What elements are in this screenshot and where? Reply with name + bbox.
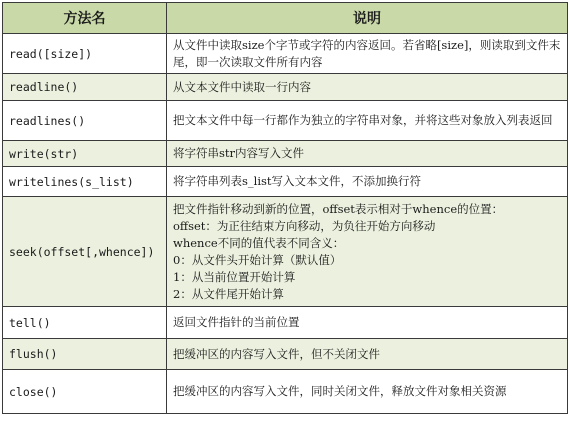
- method-name: tell(): [3, 307, 167, 339]
- method-description: 把文本文件中每一行都作为独立的字符串对象，并将这些对象放入列表返回: [167, 101, 568, 141]
- method-description: 从文件中读取size个字节或字符的内容返回。若省略[size]，则读取到文件末尾，即一次读取文件所有内容: [167, 34, 568, 74]
- table-row: [3, 307, 568, 339]
- method-description: 返回文件指针的当前位置: [167, 307, 568, 339]
- method-name: flush(): [3, 339, 167, 370]
- method-name: seek(offset[,whence]): [3, 197, 167, 307]
- method-description: 把文件指针移动到新的位置，offset表示相对于whence的位置： offset：为正往结束方向移动，为负往开始方向移动 whence不同的值代表不同含义： 0：从文件头开始计算（默认值） 1：从当前位置开始计算 2：从文件尾开始计算: [167, 197, 568, 307]
- method-description: 将字符串str内容写入文件: [167, 141, 568, 167]
- table-row: [3, 101, 568, 141]
- table-row: [3, 370, 568, 414]
- method-description: 从文本文件中读取一行内容: [167, 74, 568, 101]
- method-description: 将字符串列表s_list写入文本文件，不添加换行符: [167, 167, 568, 197]
- header-description: 说明: [167, 3, 568, 34]
- table-row: [3, 339, 568, 370]
- method-description: 把缓冲区的内容写入文件，但不关闭文件: [167, 339, 568, 370]
- table-row: [3, 74, 568, 101]
- method-name: read([size]): [3, 34, 167, 74]
- method-name: writelines(s_list): [3, 167, 167, 197]
- file-methods-table: [2, 2, 568, 414]
- table-row: [3, 34, 568, 74]
- table-row: [3, 141, 568, 167]
- table-row: [3, 197, 568, 307]
- method-name: readlines(): [3, 101, 167, 141]
- method-name: readline(): [3, 74, 167, 101]
- method-name: close(): [3, 370, 167, 414]
- method-description: 把缓冲区的内容写入文件，同时关闭文件，释放文件对象相关资源: [167, 370, 568, 414]
- method-name: write(str): [3, 141, 167, 167]
- table-row: [3, 167, 568, 197]
- header-method: 方法名: [3, 3, 167, 34]
- table-header-row: [3, 3, 568, 34]
